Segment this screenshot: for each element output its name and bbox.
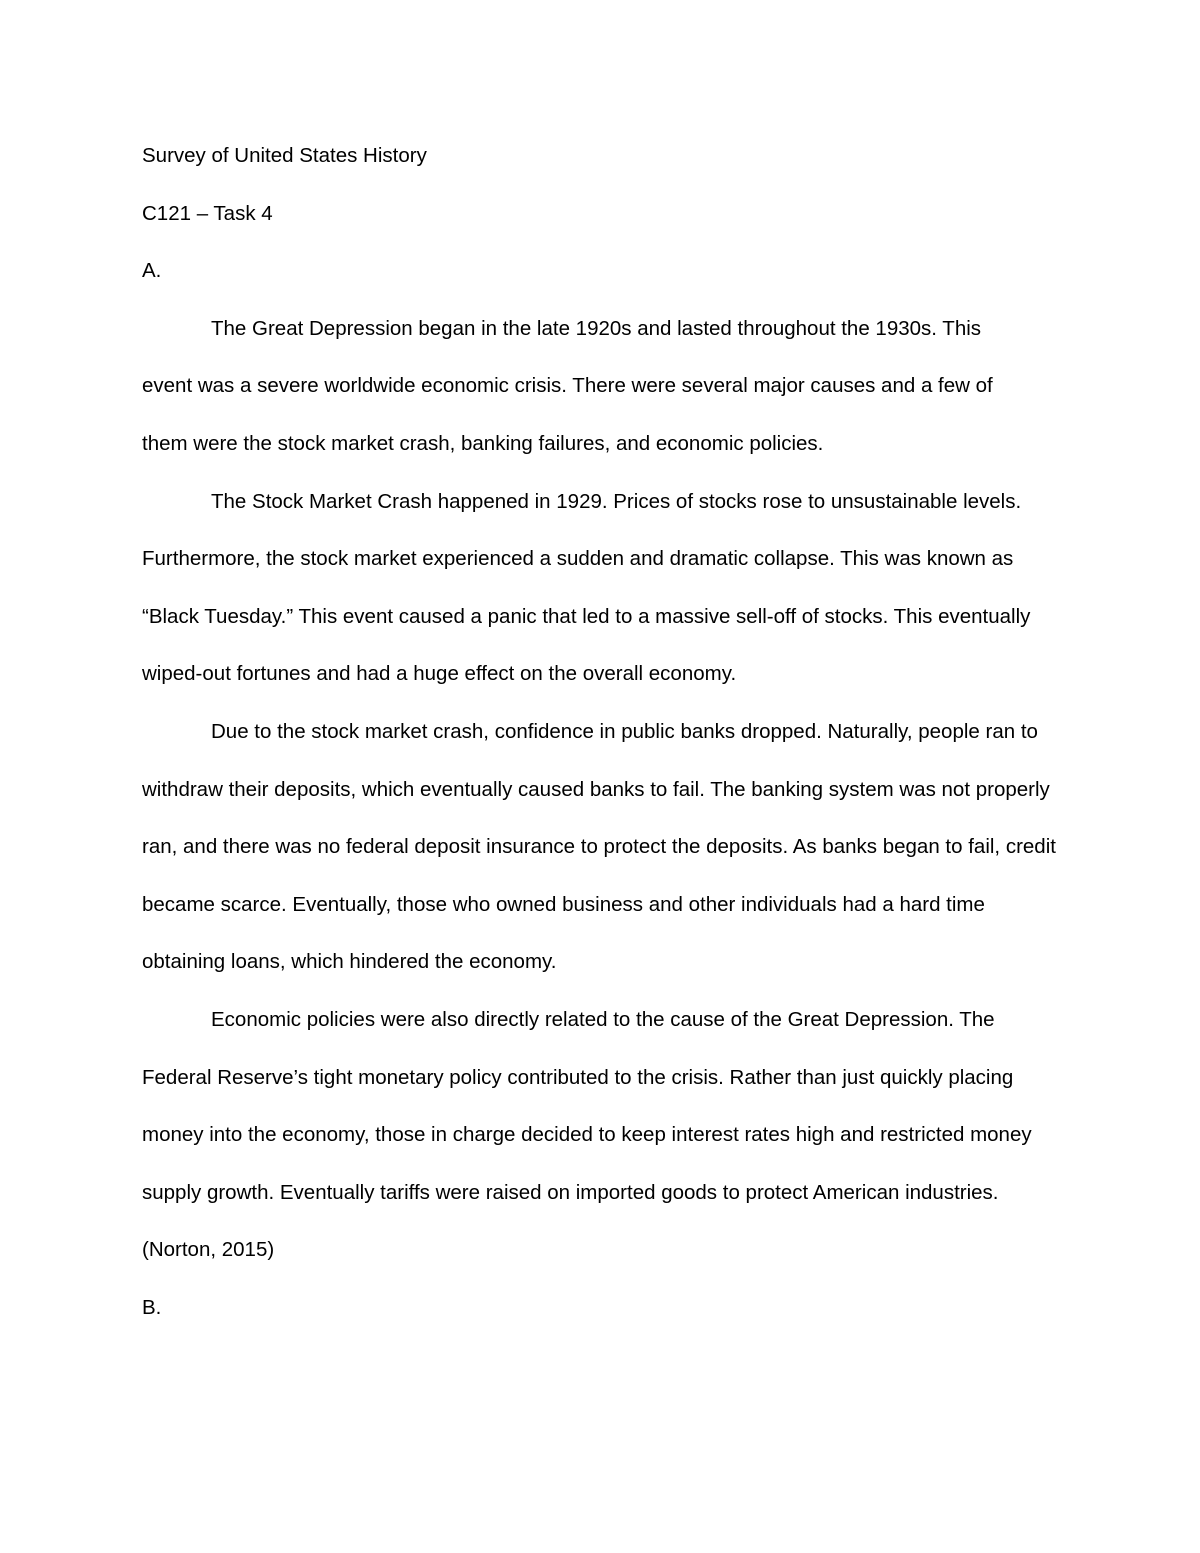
section-a-label: A. bbox=[142, 259, 162, 283]
course-title: Survey of United States History bbox=[142, 144, 427, 167]
paragraph-banking-failures: Due to the stock market crash, confidence in public banks dropped. Naturally, people ran to withdraw their deposits, which eventually caused banks to fail. The banking system was not properly ran, and there was no federal deposit insurance to protect the deposits. As banks began to fail, credit became scarce. Eventually, those who owned business and other individuals had a hard time obtaining loans, which hindered the economy. bbox=[142, 719, 1056, 974]
paragraph-great-depression-intro: The Great Depression began in the late 1920s and lasted throughout the 1930s. This event was a severe worldwide economic crisis. There were several major causes and a few of them were the stock market crash, banking failures, and economic policies. bbox=[142, 316, 993, 455]
task-label: C121 – Task 4 bbox=[142, 201, 273, 225]
section-b-label: B. bbox=[142, 1295, 162, 1319]
document-body bbox=[142, 127, 1062, 1336]
paragraph-stock-market-crash: The Stock Market Crash happened in 1929. Prices of stocks rose to unsustainable levels. Furthermore, the stock market experienced a sudden and dramatic collapse. This was known as “Black Tuesday.” This event caused a panic that led to a massive sell-off of stocks. This eventually wiped-out fortunes and had a huge effect on the overall economy. bbox=[142, 489, 1031, 686]
paragraph-economic-policies: Economic policies were also directly related to the cause of the Great Depression. The Federal Reserve’s tight monetary policy contributed to the crisis. Rather than just quickly placing money into the economy, those in charge decided to keep interest rates high and restricted money supply growth. Eventually tariffs were raised on imported goods to protect American industries. (Norton, 2015) bbox=[142, 1007, 1032, 1262]
